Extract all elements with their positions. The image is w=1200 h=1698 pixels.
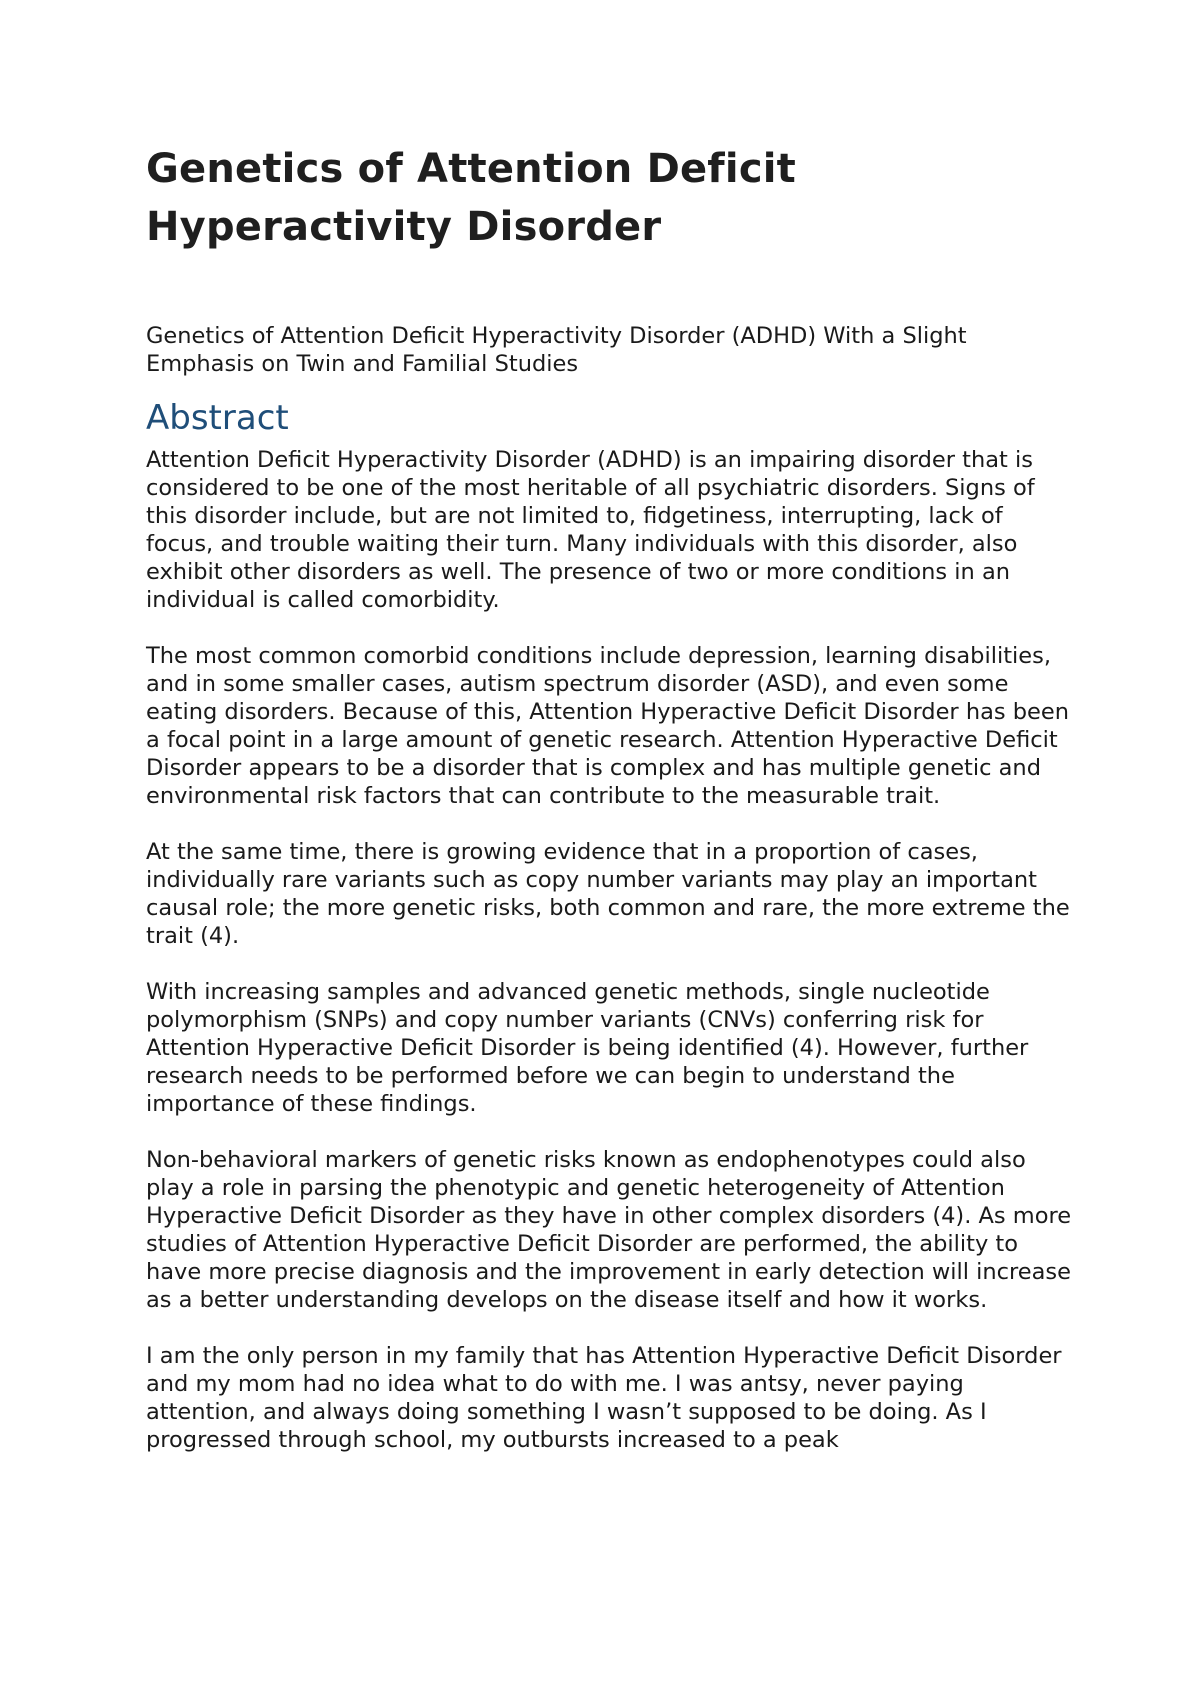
title-line-2: Hyperactivity Disorder (146, 204, 662, 250)
paragraph-5: Non-behavioral markers of genetic risks known as endophenotypes could also play a role in parsing the phenotypic and genetic heterogeneity of Attention Hyperactive Deficit Disorder as they have in other complex disorders (4). As more studies of Attention Hyperactive Deficit Disorder are performed, the ability to have more precise diagnosis and the improvement in early detection will increase as a better understanding develops on the disease itself and how it works. (146, 1147, 1072, 1313)
title-line-1: Genetics of Attention Deficit (146, 146, 796, 192)
document-subtitle: Genetics of Attention Deficit Hyperactivity Disorder (ADHD) With a Slight Emphasis on Twin and Familial Studies (146, 323, 967, 377)
paragraph-1: Attention Deficit Hyperactivity Disorder (ADHD) is an impairing disorder that is considered to be one of the most heritable of all psychiatric disorders. Signs of this disorder include, but are not limited to, fidgetiness, interrupting, lack of focus, and trouble waiting their turn. Many individuals with this disorder, also exhibit other disorders as well. The presence of two or more conditions in an individual is called comorbidity. (146, 447, 1035, 613)
paragraph-4: With increasing samples and advanced genetic methods, single nucleotide polymorphism (SNPs) and copy number variants (CNVs) conferring risk for Attention Hyperactive Deficit Disorder is being identified (4). However, further research needs to be performed before we can begin to understand the importance of these findings. (146, 979, 1029, 1117)
paragraph-3: At the same time, there is growing evidence that in a proportion of cases, individually rare variants such as copy number variants may play an important causal role; the more genetic risks, both common and rare, the more extreme the trait (4). (146, 839, 1070, 949)
document-page (146, 140, 1076, 1482)
abstract-heading: Abstract (146, 398, 289, 438)
paragraph-2: The most common comorbid conditions include depression, learning disabilities, and in some smaller cases, autism spectrum disorder (ASD), and even some eating disorders. Because of this, Attention Hyperactive Deficit Disorder has been a focal point in a large amount of genetic research. Attention Hyperactive Deficit Disorder appears to be a disorder that is complex and has multiple genetic and environmental risk factors that can contribute to the measurable trait. (146, 643, 1069, 809)
document-title (146, 140, 1076, 256)
paragraph-6: I am the only person in my family that has Attention Hyperactive Deficit Disorder and my mom had no idea what to do with me. I was antsy, never paying attention, and always doing something I wasn’t supposed to be doing. As I progressed through school, my outbursts increased to a peak (146, 1343, 1062, 1453)
